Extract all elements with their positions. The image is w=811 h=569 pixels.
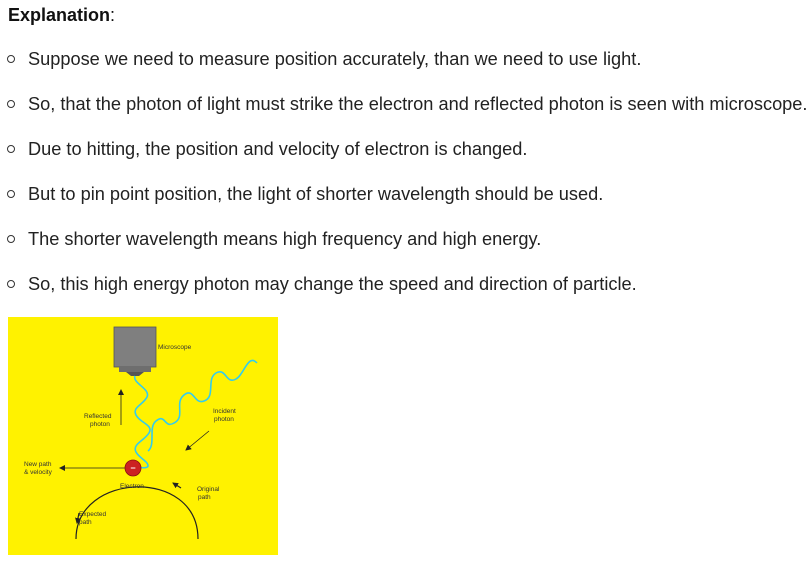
bullet-circle-icon (7, 235, 15, 243)
bullet-text: Due to hitting, the position and velocity of electron is changed. (28, 139, 528, 159)
bullet-circle-icon (7, 280, 15, 288)
electron-icon (125, 460, 141, 476)
microscope-diagram (8, 317, 278, 555)
new-path-label-line2: & velocity (24, 469, 52, 476)
bullet-text: But to pin point position, the light of shorter wavelength should be used. (28, 184, 604, 204)
original-path-label-line2: path (198, 494, 211, 501)
bullet-circle-icon (7, 190, 15, 198)
bullet-text: The shorter wavelength means high frequency and high energy. (28, 229, 542, 249)
new-path-label-line1: New path (24, 461, 52, 468)
electron-label: Electron (120, 483, 144, 490)
microscope-body (114, 327, 156, 367)
expected-path-label-line2: path (79, 519, 92, 526)
bullet-text: Suppose we need to measure position accurately, than we need to use light. (28, 49, 642, 69)
incident-label-line1: Incident (213, 408, 236, 415)
microscope-base (119, 367, 151, 372)
microscope-icon (114, 327, 156, 376)
diagram-canvas (8, 317, 278, 555)
original-path-arrow (173, 483, 181, 488)
bullet-text: So, that the photon of light must strike the electron and reflected photon is seen with microscope. (28, 94, 808, 114)
bullet-circle-icon (7, 145, 15, 153)
reflected-photon-wave (133, 376, 150, 468)
microscope-nozzle (126, 372, 144, 376)
original-path-label-line1: Original (197, 486, 220, 493)
microscope-label: Microscope (158, 344, 192, 351)
electron-symbol: − (130, 463, 136, 473)
incident-photon-wave (148, 360, 257, 451)
explanation-heading (8, 4, 115, 26)
reflected-label-line1: Reflected (84, 413, 112, 420)
bullet-circle-icon (7, 55, 15, 63)
explanation-heading-label: Explanation (8, 5, 111, 25)
explanation-heading-colon: : (110, 5, 116, 25)
incident-label-line2: photon (214, 416, 234, 423)
incident-arrow (186, 431, 209, 450)
reflected-label-line2: photon (90, 421, 110, 428)
bullet-text: So, this high energy photon may change the speed and direction of particle. (28, 274, 637, 294)
bullet-circle-icon (7, 100, 15, 108)
expected-path-label-line1: Expected (79, 511, 107, 518)
